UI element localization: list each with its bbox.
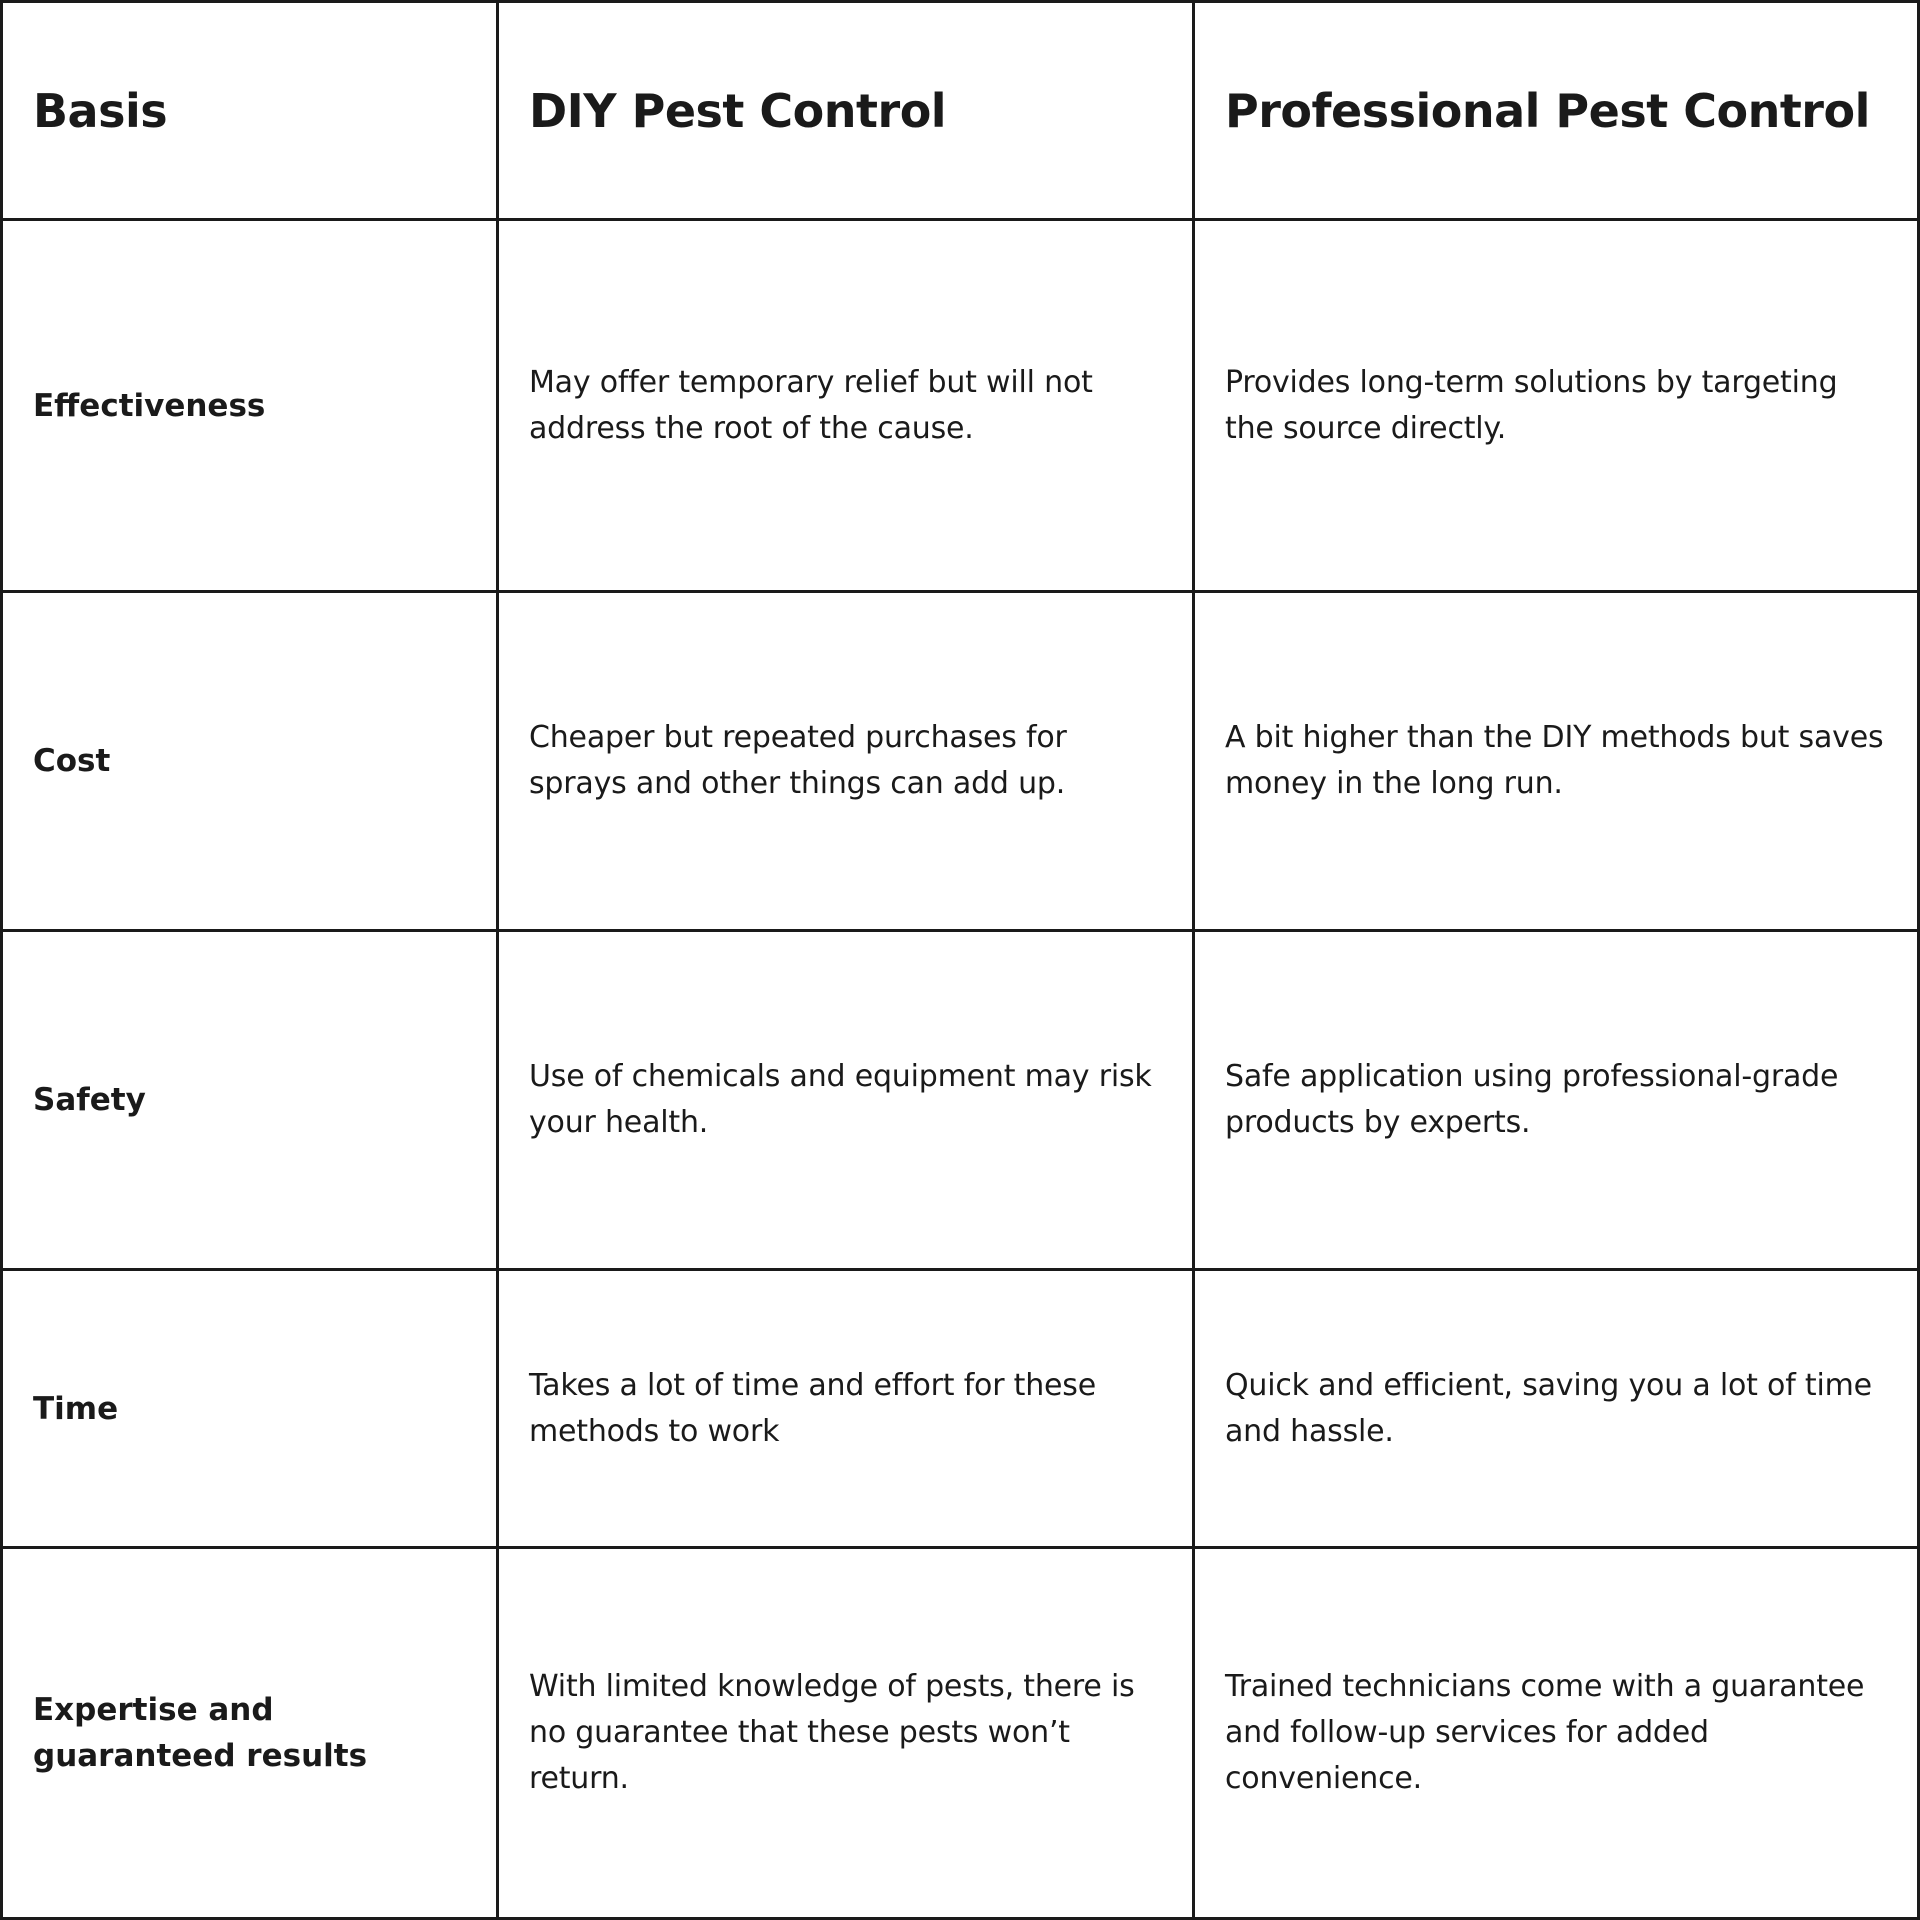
row-diy-expertise: With limited knowledge of pests, there is no guarantee that these pests won’t return.: [499, 1549, 1195, 1917]
row-diy-safety: Use of chemicals and equipment may risk your health.: [499, 932, 1195, 1271]
row-professional-safety: Safe application using professional-grade products by experts.: [1195, 932, 1917, 1271]
header-professional: Professional Pest Control: [1195, 3, 1917, 221]
row-professional-cost: A bit higher than the DIY methods but saves money in the long run.: [1195, 593, 1917, 932]
row-basis-expertise: Expertise and guaranteed results: [3, 1549, 499, 1917]
row-diy-time: Takes a lot of time and effort for these methods to work: [499, 1271, 1195, 1549]
row-diy-effectiveness: May offer temporary relief but will not address the root of the cause.: [499, 221, 1195, 593]
row-professional-time: Quick and efficient, saving you a lot of time and hassle.: [1195, 1271, 1917, 1549]
row-basis-cost: Cost: [3, 593, 499, 932]
row-professional-effectiveness: Provides long-term solutions by targeting the source directly.: [1195, 221, 1917, 593]
row-diy-cost: Cheaper but repeated purchases for sprays and other things can add up.: [499, 593, 1195, 932]
row-basis-safety: Safety: [3, 932, 499, 1271]
header-diy: DIY Pest Control: [499, 3, 1195, 221]
row-basis-time: Time: [3, 1271, 499, 1549]
row-professional-expertise: Trained technicians come with a guarantee and follow-up services for added convenience.: [1225, 1669, 1865, 1796]
header-basis: Basis: [3, 3, 499, 221]
row-basis-effectiveness: Effectiveness: [3, 221, 499, 593]
